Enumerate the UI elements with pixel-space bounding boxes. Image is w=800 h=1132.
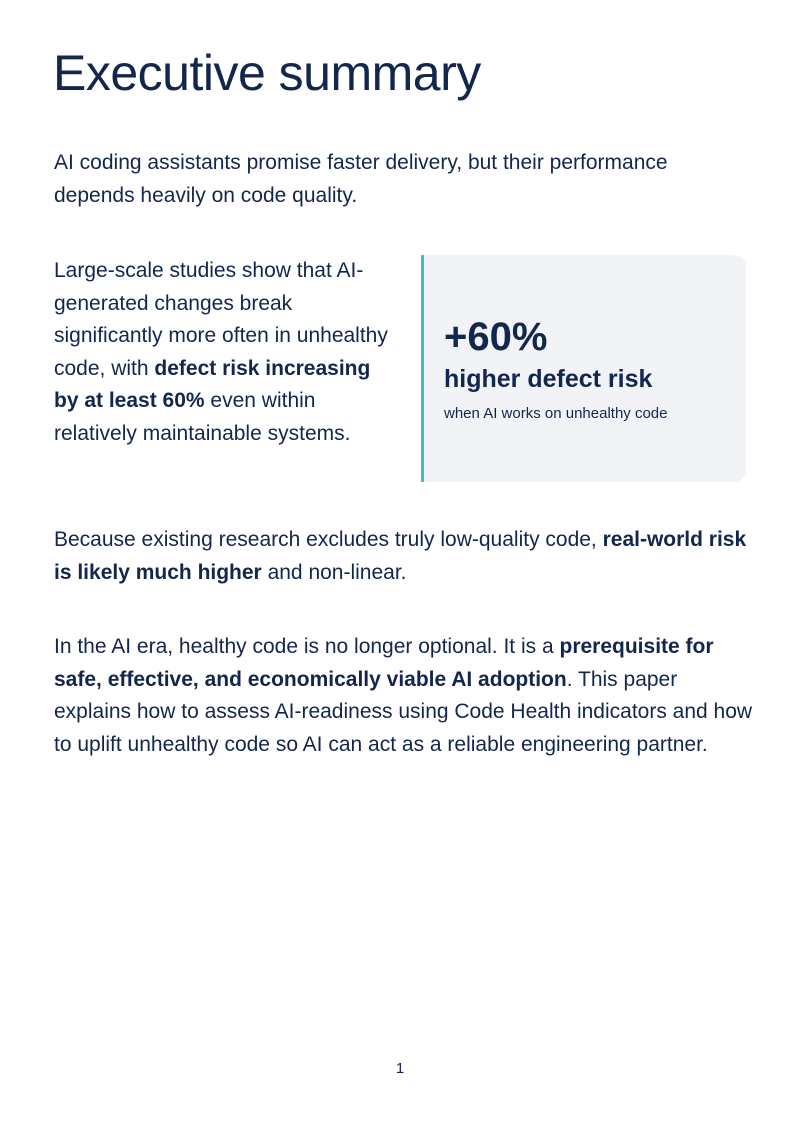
research-text-start: Because existing research excludes truly low-quality code, bbox=[54, 528, 603, 551]
research-text-end: and non-linear. bbox=[261, 560, 407, 584]
ai-era-emphasis: prerequisite for safe, effective, and economically viable AI adoption bbox=[54, 635, 714, 691]
studies-text-start: Large-scale studies show that AI-generated changes break significantly more often in unhealthy code, with bbox=[54, 259, 388, 380]
studies-emphasis: defect risk increasing by at least 60% bbox=[54, 356, 371, 412]
studies-paragraph bbox=[54, 255, 394, 450]
stat-callout-card bbox=[421, 255, 746, 482]
ai-era-text-end: . This paper explains how to assess AI-readiness using Code Health indicators and how to uplift unhealthy code so AI can act as a reliable engineering partner. bbox=[54, 667, 753, 756]
intro-paragraph: AI coding assistants promise faster delivery, but their performance depends heavily on code quality. bbox=[54, 151, 668, 207]
stat-caption: when AI works on unhealthy code bbox=[444, 405, 668, 422]
studies-text-end: even within relatively maintainable systems. bbox=[54, 389, 351, 445]
page-title: Executive summary bbox=[53, 45, 481, 101]
ai-era-paragraph bbox=[54, 631, 754, 761]
page-number: 1 bbox=[395, 1060, 405, 1077]
research-emphasis: real-world risk is likely much higher bbox=[54, 528, 747, 584]
stat-value: +60% bbox=[444, 315, 548, 359]
research-paragraph bbox=[54, 524, 754, 589]
ai-era-text-start: In the AI era, healthy code is no longer optional. It is a bbox=[54, 635, 560, 658]
stat-headline: higher defect risk bbox=[444, 365, 653, 393]
